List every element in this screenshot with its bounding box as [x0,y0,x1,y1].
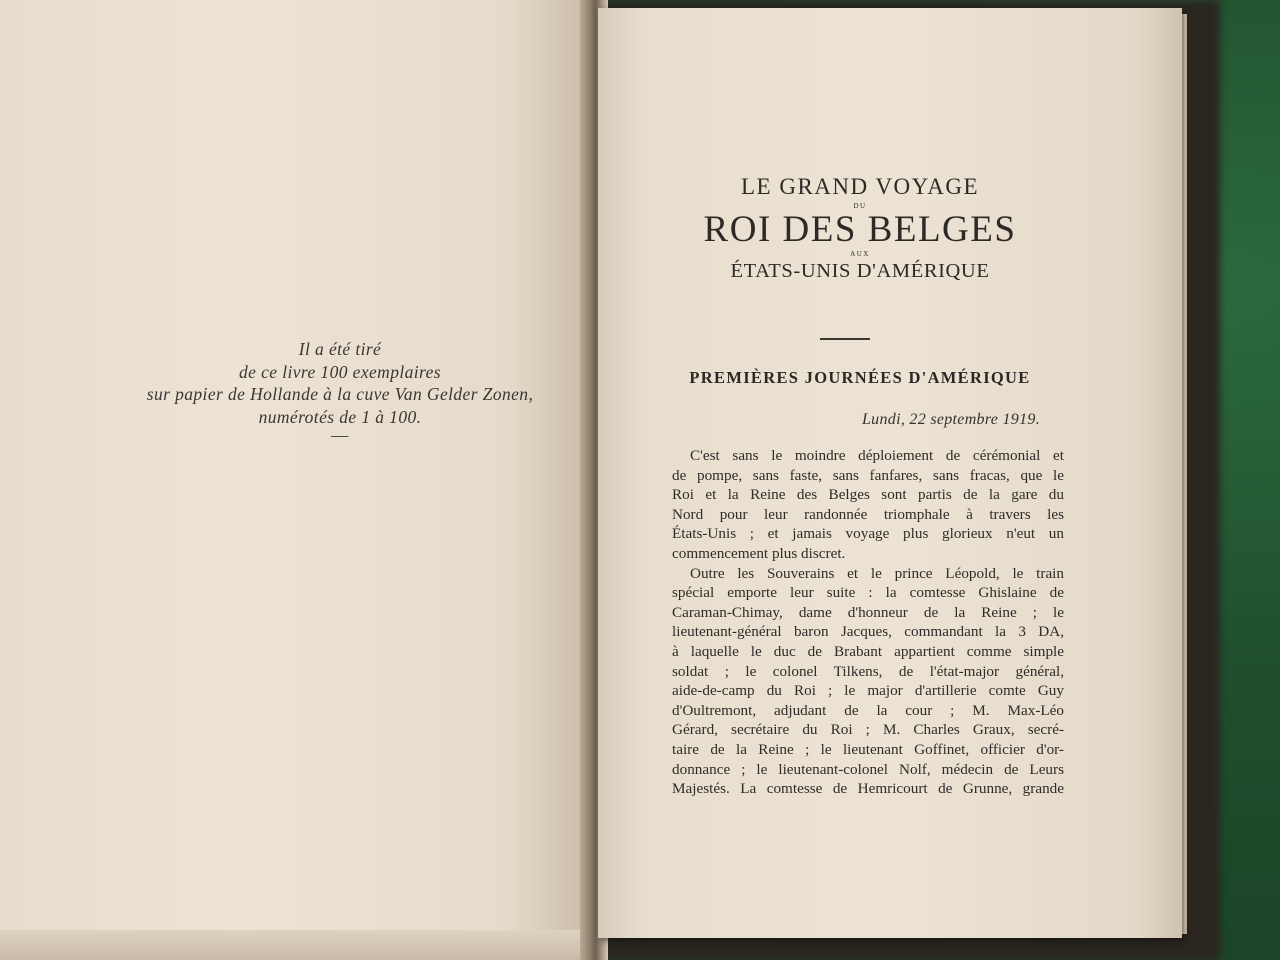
body-line: États-Unis ; et jamais voyage plus glorieux n'eut un [672,525,1064,543]
colophon-line: numérotés de 1 à 100. [258,406,422,427]
colophon-dash: — [331,425,349,445]
body-line: Outre les Souverains et le prince Léopold, le train [690,564,1064,582]
body-line: donnance ; le lieutenant-colonel Nolf, médecin de Leurs [672,760,1064,778]
body-line: Gérard, secrétaire du Roi ; M. Charles Graux, secré- [672,721,1064,739]
colophon [70,338,610,447]
book-title [600,172,1120,284]
body-text [672,446,1064,799]
title-rule [820,338,870,340]
body-line: lieutenant-général baron Jacques, commandant la 3 DA, [672,623,1064,641]
body-line: commencement plus discret. [672,544,846,562]
title-line-3: ÉTATS-UNIS D'AMÉRIQUE [730,260,990,282]
body-line: à laquelle le duc de Brabant appartient comme simple [672,642,1064,660]
body-line: Majestés. La comtesse de Hemricourt de Grunne, grande [672,780,1064,798]
colophon-line: Il a été tiré [298,339,382,359]
chapter-date: Lundi, 22 septembre 1919. [861,411,1040,428]
left-page-edge [0,930,596,960]
body-line: taire de la Reine ; le lieutenant Goffinet, officier d'or- [672,740,1064,758]
title-du: DU [853,202,867,210]
colophon-line: de ce livre 100 exemplaires [239,361,441,382]
body-line: C'est sans le moindre déploiement de cérémonial et [690,447,1064,464]
body-line: Nord pour leur randonnée triomphale à travers les [672,505,1064,523]
colophon-line: sur papier de Hollande à la cuve Van Gelder Zonen, [146,384,534,404]
body-line: soldat ; le colonel Tilkens, de l'état-major général, [672,662,1064,680]
title-aux: AUX [850,250,870,258]
body-line: d'Oultremont, adjudant de la cour ; M. Max-Léo [672,701,1064,719]
chapter-heading: PREMIÈRES JOURNÉES D'AMÉRIQUE [689,368,1031,387]
title-line-1: LE GRAND VOYAGE [740,174,979,199]
body-line: aide-de-camp du Roi ; le major d'artillerie comte Guy [672,682,1064,700]
body-line: spécial emporte leur suite : la comtesse Ghislaine de [672,584,1064,602]
body-line: Caraman-Chimay, dame d'honneur de la Reine ; le [672,603,1064,621]
title-line-2: ROI DES BELGES [703,209,1017,250]
body-line: de pompe, sans faste, sans fanfares, sans fracas, que le [672,466,1064,484]
left-page [0,0,596,960]
body-line: Roi et la Reine des Belges sont partis de la gare du [672,486,1064,504]
